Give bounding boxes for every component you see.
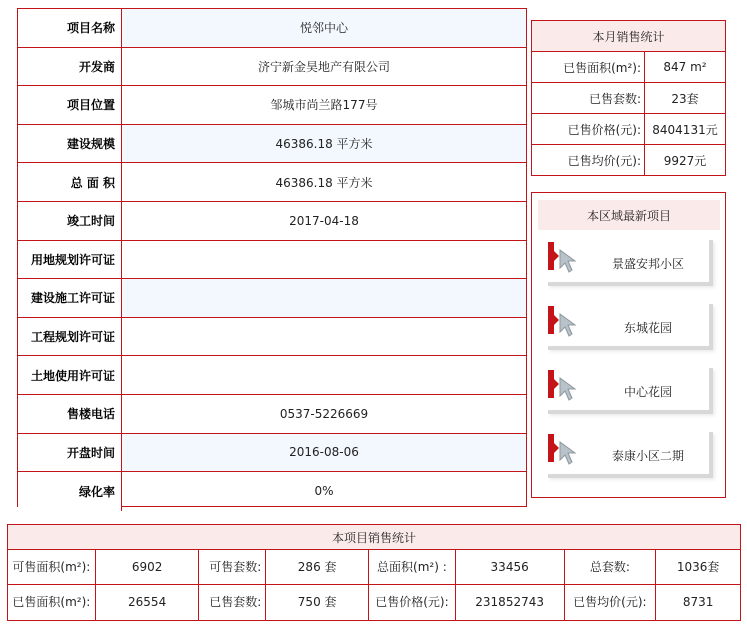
greening-rate-value: 0%: [314, 484, 334, 499]
row-label: 总 面 积: [18, 163, 122, 201]
row-label: 建设规模: [18, 125, 122, 163]
table-row: [18, 318, 526, 357]
project-name-value: 悦邻中心: [122, 9, 526, 47]
table-row: [18, 241, 526, 280]
sold-price-value: 231852743: [456, 585, 565, 620]
total-area-value: 46386.18 平方米: [275, 175, 373, 190]
sold-area-label: 已售面积(m²):: [8, 585, 96, 620]
land-planning-permit-value: [122, 241, 526, 279]
row-label: 售楼电话: [18, 395, 122, 433]
build-scale-value: 46386.18 平方米: [122, 125, 526, 163]
row-label: 项目位置: [18, 86, 122, 124]
row-label: 土地使用许可证: [18, 356, 122, 394]
developer-value: 济宁新金昊地产有限公司: [257, 59, 390, 74]
red-marker-icon: [548, 370, 554, 398]
location-value: 邹城市尚兰路177号: [270, 98, 378, 113]
total-area-value: 33456: [456, 550, 565, 584]
red-marker-icon: [548, 306, 554, 334]
sold-area-value: 847 m²: [663, 60, 707, 74]
avail-units-value: 286 套: [266, 550, 369, 584]
row-label: 工程规划许可证: [18, 318, 122, 356]
avail-area-label: 可售面积(m²):: [8, 550, 96, 584]
monthly-sales-panel: [531, 20, 726, 176]
table-row: [18, 356, 526, 395]
avg-price-value: 8731: [682, 595, 714, 609]
latest-projects-title: 本区域最新项目: [538, 200, 720, 230]
table-row: [18, 434, 526, 473]
project-sales-title: 本项目销售统计: [8, 525, 740, 550]
table-row: [18, 395, 526, 434]
row-label: 绿化率: [18, 472, 122, 511]
sold-price-label: 已售价格(元):: [532, 114, 645, 144]
avail-area-value: 6902: [96, 550, 200, 584]
table-row: [18, 163, 526, 202]
row-label: 用地规划许可证: [18, 241, 122, 279]
table-row: [532, 114, 725, 145]
row-label: 建设施工许可证: [18, 279, 122, 317]
engineering-permit-value: [122, 318, 526, 356]
table-row: [18, 9, 526, 48]
sold-price-label: 已售价格(元):: [369, 585, 456, 620]
table-row: [18, 472, 526, 511]
project-info-table: [17, 8, 527, 507]
red-marker-icon: [548, 242, 554, 270]
sold-units-label: 已售套数:: [199, 585, 266, 620]
sold-units-label: 已售套数:: [532, 83, 645, 113]
latest-projects-panel: [531, 192, 726, 498]
opening-date-value: 2016-08-06: [122, 434, 526, 472]
table-row: [532, 52, 725, 83]
red-marker-icon: [548, 434, 554, 462]
construction-permit-value: [122, 279, 526, 317]
latest-project-name: 东城花园: [623, 320, 672, 335]
latest-project-name: 中心花园: [623, 384, 672, 399]
land-use-permit-value: [122, 356, 526, 394]
row-label: 竣工时间: [18, 202, 122, 240]
latest-project-link[interactable]: [548, 368, 718, 420]
completion-date-value: 2017-04-18: [289, 213, 359, 228]
total-units-value: 1036套: [676, 559, 720, 574]
table-row: [8, 585, 740, 620]
table-row: [532, 83, 725, 114]
latest-project-link[interactable]: [548, 304, 718, 356]
total-units-label: 总套数:: [565, 550, 657, 584]
row-label: 开盘时间: [18, 434, 122, 472]
monthly-sales-title: 本月销售统计: [532, 21, 725, 52]
sold-price-value: 8404131元: [652, 122, 718, 137]
sold-units-value: 750 套: [266, 585, 369, 620]
table-row: [8, 550, 740, 585]
sold-units-value: 23套: [671, 91, 699, 106]
row-label: 开发商: [18, 48, 122, 86]
latest-project-name: 景盛安邦小区: [611, 256, 684, 271]
cursor-arrow-icon: [557, 376, 581, 404]
row-label: 项目名称: [18, 9, 122, 47]
avg-price-label: 已售均价(元):: [532, 145, 645, 176]
total-area-label: 总面积(m²) :: [369, 550, 456, 584]
latest-project-link[interactable]: [548, 432, 718, 484]
cursor-arrow-icon: [557, 248, 581, 276]
cursor-arrow-icon: [557, 440, 581, 468]
project-sales-table: [7, 524, 741, 621]
table-row: [18, 86, 526, 125]
table-row: [18, 202, 526, 241]
sales-phone-value: 0537-5226669: [279, 406, 369, 421]
sold-area-label: 已售面积(m²):: [532, 52, 645, 82]
cursor-arrow-icon: [557, 312, 581, 340]
table-row: [18, 48, 526, 87]
table-row: [532, 145, 725, 176]
avg-price-value: 9927元: [663, 154, 707, 168]
avail-units-label: 可售套数:: [199, 550, 266, 584]
avg-price-label: 已售均价(元):: [565, 585, 657, 620]
table-row: [18, 125, 526, 164]
latest-project-link[interactable]: [548, 240, 718, 292]
latest-project-name: 泰康小区二期: [611, 448, 684, 463]
sold-area-value: 26554: [96, 585, 200, 620]
table-row: [18, 279, 526, 318]
